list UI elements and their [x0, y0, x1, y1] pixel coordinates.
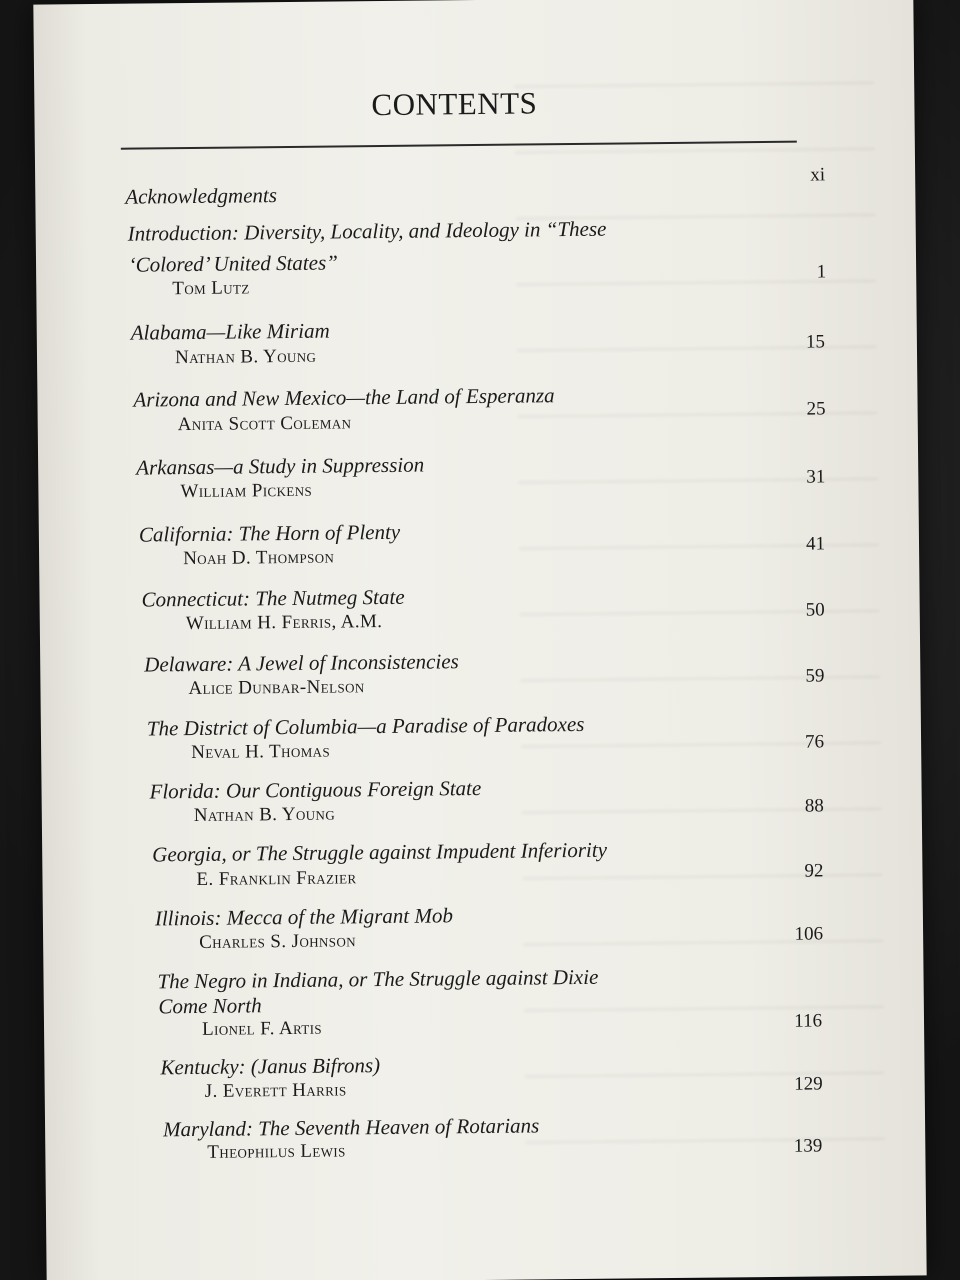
entry-author: J. Everett Harris	[204, 1079, 347, 1102]
entry-title: Come North	[158, 993, 262, 1019]
entry-title: Acknowledgments	[125, 183, 278, 209]
entry-title: ‘Colored’ United States”	[128, 250, 338, 277]
entry-page-number: 15	[805, 331, 826, 353]
entry-title: Illinois: Mecca of the Migrant Mob	[154, 903, 454, 931]
entry-page-number: 106	[794, 923, 824, 945]
entry-page-number: 129	[794, 1073, 823, 1095]
entry-title: Georgia, or The Struggle against Impudent Inferiority	[152, 837, 608, 867]
entry-author: Theophilus Lewis	[207, 1140, 346, 1163]
entry-page-number: 50	[805, 599, 825, 621]
entry-title: Florida: Our Contiguous Foreign State	[149, 775, 482, 804]
entry-page-number: 76	[804, 731, 825, 753]
entry-page-number: 31	[806, 466, 826, 488]
entry-page-number: xi	[810, 164, 826, 186]
entry-page-number: 59	[805, 665, 825, 687]
entry-author: William Pickens	[180, 479, 313, 503]
entry-title: Arkansas—a Study in Suppression	[136, 452, 425, 480]
entry-author: Anita Scott Coleman	[177, 412, 352, 436]
entry-author: Noah D. Thompson	[183, 546, 335, 570]
entry-title: Alabama—Like Miriam	[130, 318, 330, 345]
entry-title: The Negro in Indiana, or The Struggle against Dixie	[157, 964, 599, 994]
entry-title: Kentucky: (Janus Bifrons)	[160, 1053, 381, 1080]
entry-author: Nathan B. Young	[174, 345, 317, 369]
entry-author: Neval H. Thomas	[191, 740, 331, 764]
entry-title: California: The Horn of Plenty	[138, 519, 401, 547]
entry-page-number: 41	[805, 533, 826, 555]
entry-title: Maryland: The Seventh Heaven of Rotarians	[162, 1113, 540, 1142]
book-page	[33, 0, 926, 1280]
page-title: CONTENTS	[371, 85, 538, 123]
entry-author: Charles S. Johnson	[199, 930, 357, 953]
entry-author: Alice Dunbar-Nelson	[188, 676, 365, 700]
entry-page-number: 92	[804, 860, 824, 882]
entry-title: Delaware: A Jewel of Inconsistencies	[144, 649, 459, 677]
contents-list	[33, 0, 926, 1280]
entry-title: Arizona and New Mexico—the Land of Esperanza	[133, 383, 555, 412]
entry-author: Tom Lutz	[172, 277, 250, 300]
entry-page-number: 1	[816, 261, 827, 283]
entry-page-number: 25	[806, 398, 826, 420]
entry-title: The District of Columbia—a Paradise of Paradoxes	[146, 711, 585, 741]
entry-page-number: 116	[794, 1010, 823, 1032]
entry-author: Nathan B. Young	[193, 803, 336, 827]
entry-author: E. Franklin Frazier	[196, 867, 357, 890]
entry-author: William H. Ferris, A.M.	[185, 611, 383, 635]
entry-page-number: 88	[804, 795, 824, 817]
entry-title: Connecticut: The Nutmeg State	[141, 584, 405, 612]
entry-title: Introduction: Diversity, Locality, and Ideology in “These	[127, 216, 607, 246]
entry-page-number: 139	[793, 1135, 823, 1157]
entry-author: Lionel F. Artis	[201, 1017, 323, 1040]
